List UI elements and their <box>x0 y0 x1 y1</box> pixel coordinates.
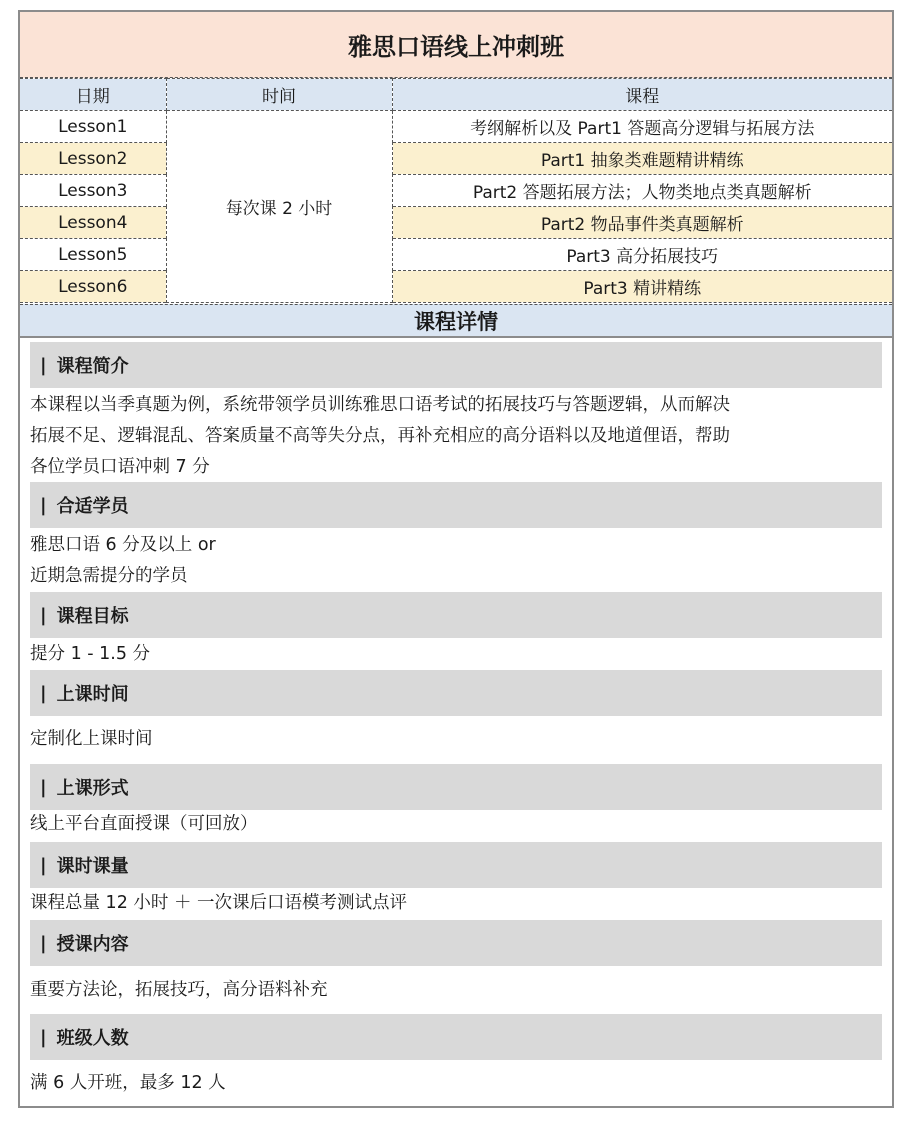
course-cell: Part3 高分拓展技巧 <box>392 239 892 271</box>
schedule-header-row <box>20 79 892 111</box>
section-marker: | <box>40 354 47 376</box>
course-cell: Part2 物品事件类真题解析 <box>392 207 892 239</box>
section-text-line: 雅思口语 6 分及以上 or <box>30 535 216 555</box>
time-cell: 每次课 2 小时 <box>166 111 392 303</box>
section-body-hours <box>30 888 886 919</box>
section-marker: | <box>40 682 47 704</box>
section-text-line: 各位学员口语冲刺 7 分 <box>30 457 210 477</box>
lesson-cell: Lesson5 <box>20 239 166 271</box>
section-marker: | <box>40 494 47 516</box>
section-heading-label: 上课时间 <box>56 684 129 705</box>
schedule-row <box>20 143 892 175</box>
schedule-table <box>20 78 892 303</box>
section-heading-label: 班级人数 <box>56 1028 129 1049</box>
schedule-row <box>20 111 892 143</box>
section-heading-label: 课时课量 <box>56 856 129 877</box>
section-text-line: 重要方法论，拓展技巧，高分语料补充 <box>30 980 328 1000</box>
section-body-intro <box>30 390 886 483</box>
section-body-schedule-time <box>30 724 886 755</box>
section-heading-label: 上课形式 <box>56 778 129 799</box>
section-heading-audience <box>30 482 882 528</box>
section-heading-label: 合适学员 <box>56 496 129 517</box>
section-marker: | <box>40 1026 47 1048</box>
lesson-cell: Lesson2 <box>20 143 166 175</box>
schedule-row <box>20 175 892 207</box>
course-document <box>18 10 894 1108</box>
section-body-format <box>30 809 886 840</box>
section-heading-label: 课程目标 <box>56 606 129 627</box>
section-text-line: 近期急需提分的学员 <box>30 566 188 586</box>
section-body-content <box>30 975 886 1006</box>
section-heading-format <box>30 764 882 810</box>
schedule-row <box>20 271 892 303</box>
section-body-goal <box>30 639 886 670</box>
section-text-line: 拓展不足、逻辑混乱、答案质量不高等失分点，再补充相应的高分语料以及地道俚语，帮助 <box>30 426 730 446</box>
course-cell: Part3 精讲精练 <box>392 271 892 303</box>
section-text-line: 线上平台直面授课（可回放） <box>30 814 258 834</box>
section-heading-hours <box>30 842 882 888</box>
section-text-line: 定制化上课时间 <box>30 729 153 749</box>
course-cell: Part2 答题拓展方法；人物类地点类真题解析 <box>392 175 892 207</box>
section-text-line: 满 6 人开班，最多 12 人 <box>30 1073 226 1093</box>
lesson-cell: Lesson6 <box>20 271 166 303</box>
course-cell: 考纲解析以及 Part1 答题高分逻辑与拓展方法 <box>392 111 892 143</box>
course-cell: Part1 抽象类难题精讲精练 <box>392 143 892 175</box>
header-date: 日期 <box>20 79 166 111</box>
lesson-cell: Lesson4 <box>20 207 166 239</box>
details-title: 课程详情 <box>20 304 892 338</box>
schedule-row <box>20 239 892 271</box>
section-text-line: 课程总量 12 小时 ＋ 一次课后口语模考测试点评 <box>30 893 408 913</box>
schedule-row <box>20 207 892 239</box>
section-text-line: 提分 1 - 1.5 分 <box>30 644 151 664</box>
section-heading-schedule-time <box>30 670 882 716</box>
section-heading-label: 授课内容 <box>56 934 129 955</box>
section-heading-intro <box>30 342 882 388</box>
section-marker: | <box>40 854 47 876</box>
document-title: 雅思口语线上冲刺班 <box>20 12 892 78</box>
section-text-line: 本课程以当季真题为例，系统带领学员训练雅思口语考试的拓展技巧与答题逻辑，从而解决 <box>30 395 730 415</box>
header-time: 时间 <box>166 79 392 111</box>
section-body-class-size <box>30 1068 886 1099</box>
section-heading-label: 课程简介 <box>56 356 129 377</box>
section-marker: | <box>40 604 47 626</box>
header-course: 课程 <box>392 79 892 111</box>
lesson-cell: Lesson3 <box>20 175 166 207</box>
section-body-audience <box>30 530 886 592</box>
section-marker: | <box>40 776 47 798</box>
section-marker: | <box>40 932 47 954</box>
section-heading-content <box>30 920 882 966</box>
section-heading-goal <box>30 592 882 638</box>
lesson-cell: Lesson1 <box>20 111 166 143</box>
section-heading-class-size <box>30 1014 882 1060</box>
